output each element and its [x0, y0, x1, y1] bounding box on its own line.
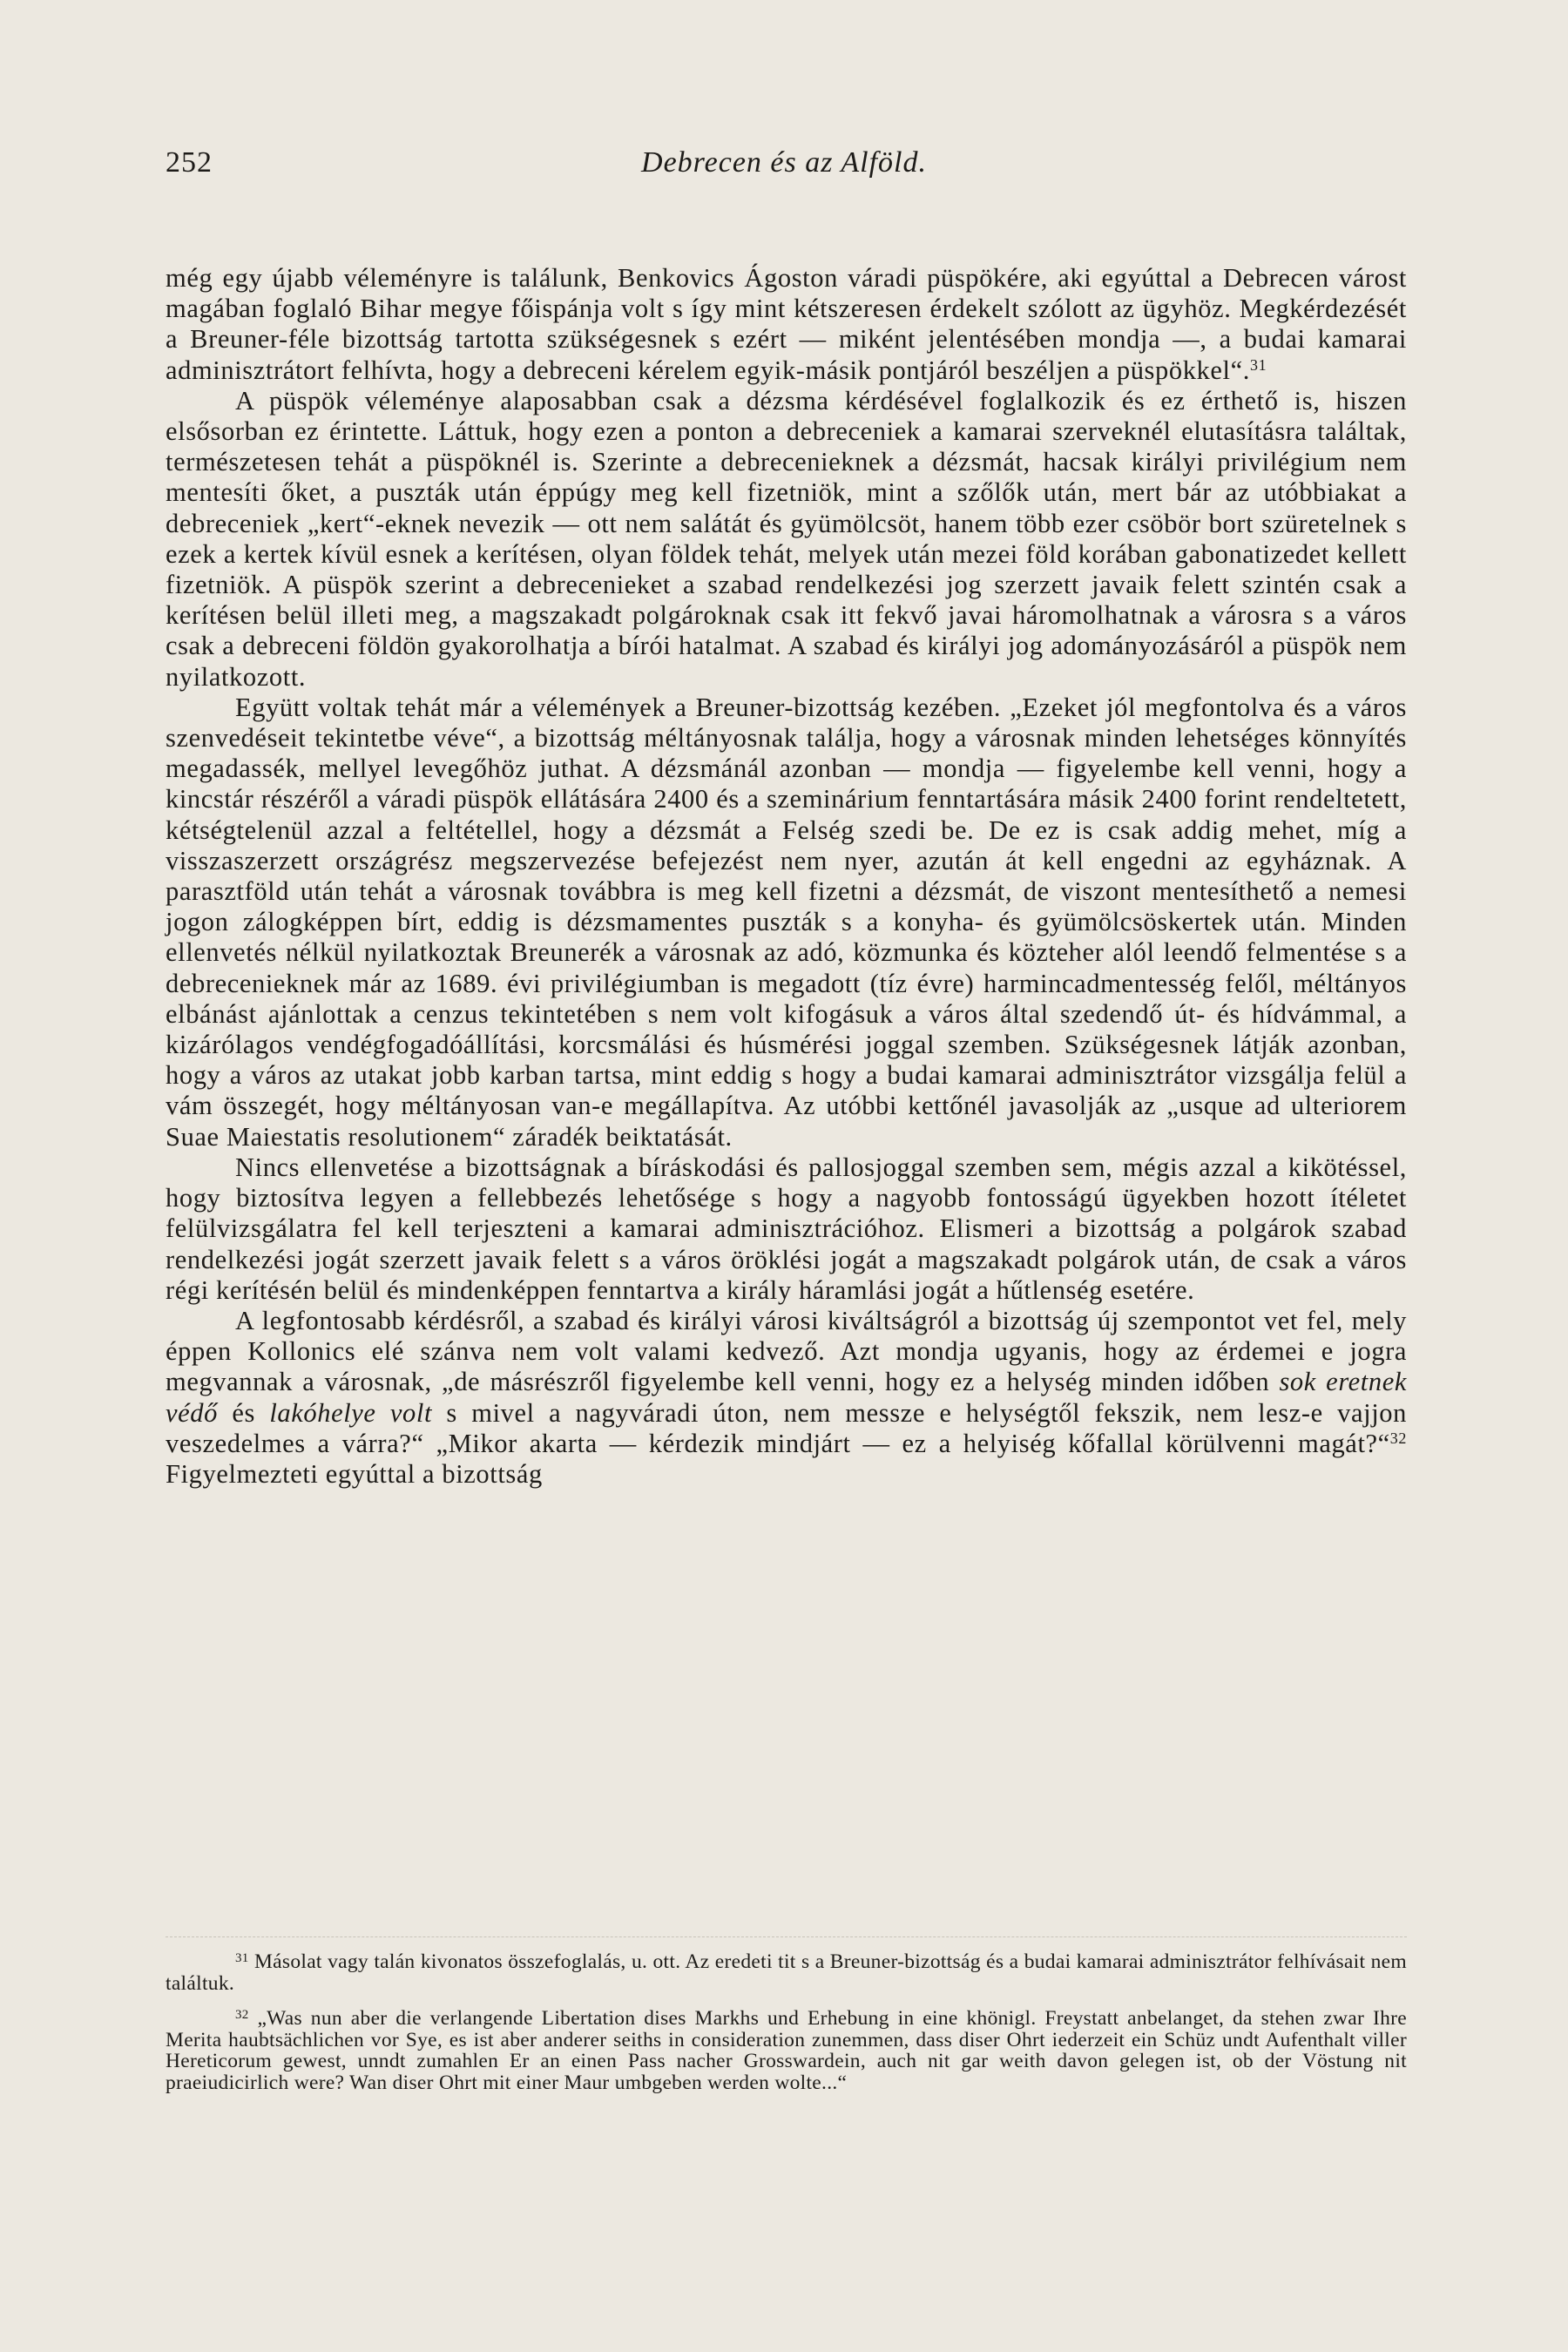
footnote-31-number: 31	[235, 1951, 249, 1965]
body-text	[166, 263, 1407, 1490]
running-title: Debrecen és az Alföld.	[641, 146, 927, 179]
paragraph-2: A püspök véleménye alaposabban csak a dézsma kérdésével foglalkozik és ez érthető is, hiszen elsősorban ez érintette. Láttuk, hogy ezen a ponton a debreceniek a kamarai szerveknél elutasításra találtak, természetesen tehát a püspöknél is. Szerinte a debrecenieknek a dézsmát, hacsak királyi privilégium nem mentesíti őket, a puszták után éppúgy meg kell fizetniök, mint a szőlők után, mert bár az utóbbiakat a debreceniek „kert“-eknek nevezik — ott nem salátát és gyümölcsöt, hanem több ezer csöbör bort szüretelnek s ezek a kertek kívül esnek a kerítésen, olyan földek tehát, melyek után mezei föld korában gabonatizedet kellett fizetniök. A püspök szerint a debrecenieket a szabad rendelkezési jog szerzett javaik felett szintén csak a kerítésen belül illeti meg, a magszakadt polgároknak csak itt fekvő javai háromolhatnak a városra s a város csak a debreceni földön gyakorolhatja a bírói hatalmat. A szabad és királyi jog adományozásáról a püspök nem nyilatkozott.	[166, 385, 1407, 692]
footnote-32	[166, 2008, 1407, 2093]
footnote-32-number: 32	[235, 2008, 249, 2022]
footnote-31	[166, 1951, 1407, 1994]
footnote-divider	[166, 1936, 1407, 1937]
emphasis-heretic-protector: sok eretnek védő	[166, 1367, 1407, 1428]
paragraph-4: Nincs ellenvetése a bizottságnak a bíráskodási és pallosjoggal szemben sem, mégis azzal a kikötéssel, hogy biztosítva legyen a fellebbezés lehetősége s hogy a nagyobb fontosságú ügyekben hozott ítéletet felülvizsgálatra fel kell terjeszteni a kamarai adminisztrációhoz. Elismeri a bizottság a polgárok szabad rendelkezési jogát szerzett javaik felett s a város öröklési jogát a magszakadt polgárok után, de csak a város régi kerítésén belül és mindenképpen fenntartva a király háramlási jogát a hűtlenség esetére.	[166, 1152, 1407, 1305]
paragraph-1	[166, 263, 1407, 386]
footnotes	[166, 1951, 1407, 2107]
page-header	[166, 146, 1402, 190]
paragraph-5-conj: és	[232, 1397, 255, 1428]
paragraph-5-tail: Figyelmezteti egyúttal a bizottság	[166, 1458, 543, 1489]
paragraph-5-text-a: A legfontosabb kérdésről, a szabad és királyi városi kiváltságról a bizottság új szempontot vet fel, mely éppen Kollonics elé szánva nem volt valami kedvező. Azt mondja ugyanis, hogy az érdemei e jogra megvannak a városnak, „de másrészről figyelembe kell venni, hogy ez a helység minden időben	[166, 1305, 1407, 1397]
paragraph-5-text-b: s mivel a nagyváradi úton, nem messze e helységtől fekszik, nem lesz-e vajjon veszedelmes a várra?“ „Mikor akarta — kérdezik mindjárt — ez a helyiség kőfallal körülvenni magát?“	[166, 1397, 1407, 1458]
footnote-32-text: „Was nun aber die verlangende Libertation dises Markhs und Erhebung in eine khönigl. Freystatt anbelanget, da stehen zwar Ihre Merita haubtsächlichen vor Sye, es ist aber anderer seiths in consideration zunemmen, dass diser Ohrt iederzeit ein Schüz undt Aufenthalt viller Hereticorum gewest, unndt zumahlen Er an einen Pass nacher Grosswardein, auch nit gar weith davon gelegen ist, ob der Vöstung nit praeiudicirlich were? Wan diser Ohrt mit einer Maur umbgeben werden wolte...“	[166, 2007, 1407, 2094]
footnote-31-text: Másolat vagy talán kivonatos összefoglalás, u. ott. Az eredeti tit s a Breuner-bizottság és a budai kamarai adminisztrátor felhívásait nem találtuk.	[166, 1950, 1407, 1995]
footnote-ref-32: 32	[1389, 1429, 1407, 1447]
page-number: 252	[166, 146, 213, 179]
paragraph-1-text: még egy újabb véleményre is találunk, Benkovics Ágoston váradi püspökére, aki egyúttal a Debrecen várost magában foglaló Bihar megye főispánja volt s így mint kétszeresen érdekelt szólott az ügyhöz. Megkérdezését a Breuner-féle bizottság tartotta szükségesnek s ezért — miként jelentésében mondja —, a budai kamarai adminisztrátort felhívta, hogy a debreceni kérelem egyik-másik pontjáról beszéljen a püspökkel“.	[166, 263, 1407, 385]
footnote-ref-31: 31	[1249, 355, 1267, 374]
emphasis-dwelling: lakóhelye volt	[269, 1397, 433, 1428]
paragraph-5	[166, 1306, 1407, 1490]
paragraph-3: Együtt voltak tehát már a vélemények a Breuner-bizottság kezében. „Ezeket jól megfontolva és a város szenvedéseit tekintetbe véve“, a bizottság méltányosnak találja, hogy a városnak minden lehetséges könnyítés megadassék, mellyel levegőhöz juthat. A dézsmánál azonban — mondja — figyelembe kell venni, hogy a kincstár részéről a váradi püspök ellátására 2400 és a szeminárium fenntartására másik 2400 forint rendeltetett, kétségtelenül azzal a feltétellel, hogy a dézsmát a Felség szedi be. De ez is csak addig mehet, míg a visszaszerzett országrész megszervezése befejezést nem nyer, azután át kell engedni az egyháznak. A parasztföld után tehát a városnak továbbra is meg kell fizetni a dézsmát, de viszont mentesíthető a nemesi jogon zálogképpen bírt, eddig is dézsmamentes puszták s a konyha- és gyümölcsöskertek után. Minden ellenvetés nélkül nyilatkoztak Breunerék a városnak az adó, közmunka és közteher alól leendő felmentése s a debrecenieknek már az 1689. évi privilégiumban is megadott (tíz évre) harmincadmentesség felől, méltányos elbánást ajánlottak a cenzus tekintetében s nem volt kifogásuk a város által szedendő út- és hídvámmal, a kizárólagos vendégfogadóállítási, korcsmálási és húsmérési joggal szemben. Szükségesnek látják azonban, hogy a város az utakat jobb karban tartsa, mint eddig s hogy a budai kamarai adminisztrátor vizsgálja felül a vám összegét, hogy méltányosan van-e megállapítva. Az utóbbi kettőnél javasolják az „usque ad ulteriorem Suae Maiestatis resolutionem“ záradék beiktatását.	[166, 692, 1407, 1152]
